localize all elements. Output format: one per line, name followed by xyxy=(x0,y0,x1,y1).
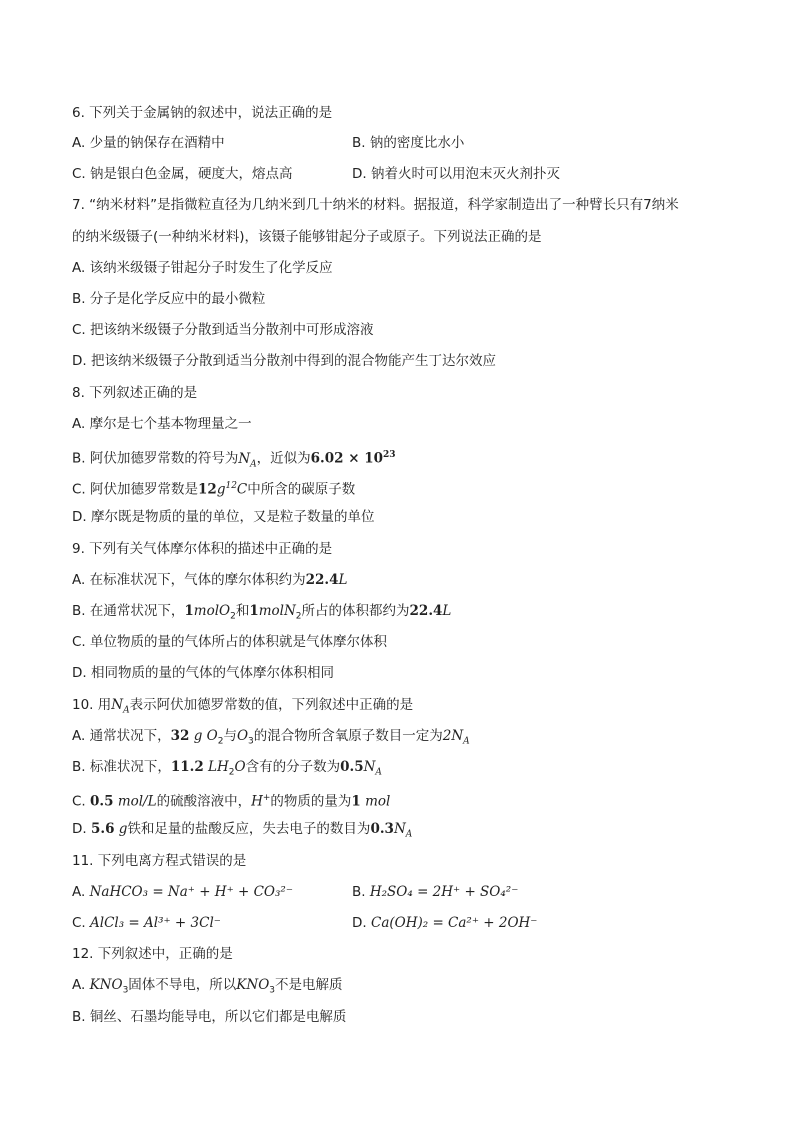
question-9-option-a: A. 在标准状况下，气体的摩尔体积约为22.4L xyxy=(72,572,348,588)
question-10-option-c: C. 0.5 mol/L的硫酸溶液中，H+的物质的量为1 mol xyxy=(72,793,391,810)
question-10-option-a: A. 通常状况下，32 g $O_2$与$O_3$的混合物所含氧原子数目一定为$2N_A$ xyxy=(72,728,470,747)
question-8-option-c: C. 阿伏加德罗常数是$12g^{12}C$中所含的碳原子数 xyxy=(72,481,356,498)
question-6-stem: 6. 下列关于金属钠的叙述中，说法正确的是 xyxy=(72,105,333,121)
question-7-option-b: B. 分子是化学反应中的最小微粒 xyxy=(72,291,266,307)
question-11-option-b: B. H₂SO₄ = 2H⁺ + SO₄²⁻ xyxy=(352,884,519,900)
question-6-option-a: A. 少量的钠保存在酒精中 xyxy=(72,135,225,151)
question-6-option-d: D. 钠着火时可以用泡末灭火剂扑灭 xyxy=(352,166,560,182)
question-12-option-a: A. $KNO_3$固体不导电，所以$KNO_3$不是电解质 xyxy=(72,977,343,996)
question-12-option-b: B. 铜丝、石墨均能导电，所以它们都是电解质 xyxy=(72,1009,347,1025)
question-8-stem: 8. 下列叙述正确的是 xyxy=(72,385,198,401)
question-6-option-b: B. 钠的密度比水小 xyxy=(352,135,465,151)
question-7-option-c: C. 把该纳米级镊子分散到适当分散剂中可形成溶液 xyxy=(72,322,374,338)
question-7-option-d: D. 把该纳米级镊子分散到适当分散剂中得到的混合物能产生丁达尔效应 xyxy=(72,353,496,369)
question-10-option-b: B. 标准状况下，11.2 $LH_2O$含有的分子数为$0.5N_A$ xyxy=(72,759,382,778)
question-8-option-b: B. 阿伏加德罗常数的符号为$N_A$，近似为$6.02 \times 10^{23}$ xyxy=(72,450,396,470)
question-7-stem-line-1: 7. “纳米材料”是指微粒直径为几纳米到几十纳米的材料。据报道，科学家制造出了一种臂长只有7纳米 xyxy=(72,197,679,213)
question-8-option-d: D. 摩尔既是物质的量的单位，又是粒子数量的单位 xyxy=(72,509,375,525)
question-7-stem-line-2: 的纳米级镊子(一种纳米材料)，该镊子能够钳起分子或原子。下列说法正确的是 xyxy=(72,229,542,245)
question-7-option-a: A. 该纳米级镊子钳起分子时发生了化学反应 xyxy=(72,260,333,276)
question-9-option-c: C. 单位物质的量的气体所占的体积就是气体摩尔体积 xyxy=(72,634,388,650)
question-12-stem: 12. 下列叙述中，正确的是 xyxy=(72,946,233,962)
question-9-option-b: B. 在通常状况下，1molO$_2$和1molN$_2$所占的体积都约为22.4L xyxy=(72,603,452,622)
question-8-option-a: A. 摩尔是七个基本物理量之一 xyxy=(72,416,252,432)
question-11-option-a: A. NaHCO₃ = Na⁺ + H⁺ + CO₃²⁻ xyxy=(72,884,293,900)
question-10-option-d: D. 5.6 g铁和足量的盐酸反应，失去电子的数目为$0.3N_A$ xyxy=(72,821,413,840)
question-6-option-c: C. 钠是银白色金属，硬度大，熔点高 xyxy=(72,166,293,182)
question-9-option-d: D. 相同物质的量的气体的气体摩尔体积相同 xyxy=(72,665,334,681)
question-11-option-c: C. AlCl₃ = Al³⁺ + 3Cl⁻ xyxy=(72,915,221,931)
question-11-stem: 11. 下列电离方程式错误的是 xyxy=(72,853,247,869)
question-10-stem: 10. 用$N_A$表示阿伏加德罗常数的值，下列叙述中正确的是 xyxy=(72,697,414,716)
question-9-stem: 9. 下列有关气体摩尔体积的描述中正确的是 xyxy=(72,541,333,557)
question-11-option-d: D. Ca(OH)₂ = Ca²⁺ + 2OH⁻ xyxy=(352,915,538,931)
